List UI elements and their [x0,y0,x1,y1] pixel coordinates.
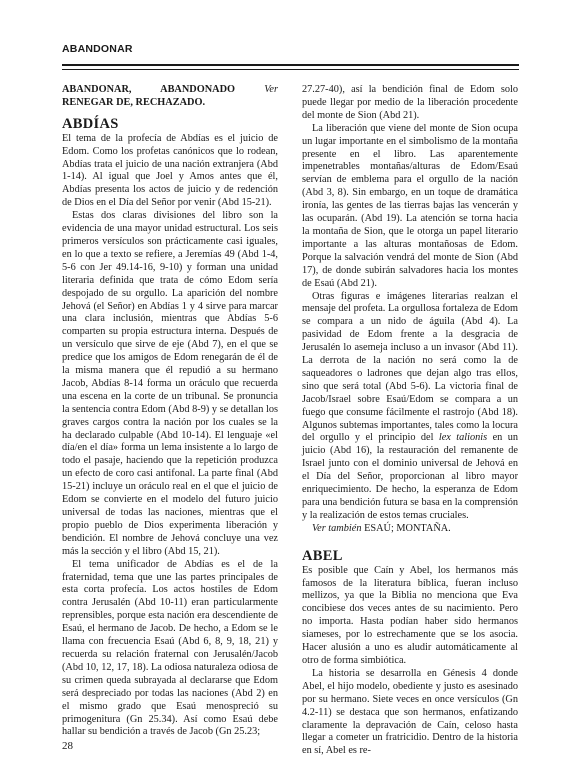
abel-paragraph-1: Es posible que Caín y Abel, los hermanos más famosos de la literatura bíblica, fueran incluso mellizos, ya que la Biblia no menciona que Eva concibiese dos veces antes de su nacimiento. Pero no importa. Hasta podían haber sido hermanos siameses, por lo estrechamente que se los asocia. Hacer alusión a uno es aludir automáticamente al otro de forma simbiótica. [302,564,518,666]
abdias-paragraph-2: Estas dos claras divisiones del libro son la evidencia de una mayor unidad estructural. Los seis primeros versículos son prácticamente casi iguales, en lo que a texto se refiere, a Jeremías 49 (Abd 1-4, 5-6 con Jer 49.14-16, 9-10) y forman una unidad literaria definida que trata de cómo Edom sería despojado de su orgullo. La aparición del nombre Jehová (el Señor) en Abdías 1 y 4 sirve para marcar una clara inclusión, mientras que Abdías 5-6 comparten su propia estructura interna. Después de un versículo que sirve de eje (Abd 7), en el que se predice que los amigos de Edom renegarán de él de la misma manera que él repudió a su hermano Jacob, Abdías 8-14 forma un oráculo que recuerda una escena en la corte de un tribunal. Se pronuncia la sentencia contra Edom (Abd 8-9) y se detallan los graves cargos contra la nación por los cuales se la ha declarado culpable (Abd 10-14). El lenguaje «el día/en el día» forma un lema insistente a lo largo de todo el pasaje, haciendo que la repetición produzca un efecto de coro casi antifonal. La parte final (Abd 15-21) incluye un oráculo real en el que el juicio de Edom se convierte en el modelo del futuro juicio universal de todas las naciones, mientras que el propio pueblo de Dios experimenta liberación y bendición. El nombre de Jehová concluye una vez más la sección y el libro (Abd 15, 21). [62,210,278,557]
xref-ver: Ver [264,84,279,95]
see-also-abdias [302,523,518,536]
abdias-paragraph-1: El tema de la profecía de Abdías es el juicio de Edom. Como los profetas canónicos que lo rodean, Abdías trata el juicio de una nación extranjera (Abd 1-14). Al igual que Joel y Amos antes que él, Abdías presenta los actos de juicio y de redención de Dios en el Día del Señor por venir (Abd 15-21). [62,132,278,209]
cross-reference-abandonar [62,84,278,110]
see-also-label: Ver también [312,522,362,534]
abdias-paragraph-5 [302,291,518,523]
lex-talionis: lex talionis [438,432,488,444]
abel-paragraph-2: La historia se desarrolla en Génesis 4 donde Abel, el hijo modelo, obediente y justo es asesinado por su hermano. Siete veces en once versículos (Gn 4.2-11) se destaca que son hermanos, enfatizando claramente la depravación de Caín, celoso hasta llegar a cometer un fratricidio. Dentro de la historia en sí, Abel es re- [302,667,518,757]
abdias-paragraph-5-a: Otras figuras e imágenes literarias realzan el mensaje del profeta. La orgullosa fortaleza de Edom se compara a un nido de águila (Abd 4). La pasividad de Edom frente a la desgracia de Jerusalén lo asemeja incluso a un invasor (Abd 11). La derrota de la nación no será como la de saqueadores o ladrones que dejan algo tras ellos, sino que será total (Abd 5-6). La victoria final de Jacob/Israel sobre Esaú/Edom se compara a un fuego que consume fácilmente el rastrojo (Abd 18). Algunos subtemas importantes, tales como la locura del orgullo y el principio del [302,290,518,444]
running-head: ABANDONAR [62,43,133,55]
abdias-paragraph-4: La liberación que viene del monte de Sion ocupa un lugar importante en el simbolismo de la montaña presente en el libro. Las aparentemente impenetrables montañas/alturas de Edom/Esaú servían de emblema para el orgullo de la nación (Abd 3, 8). Sin embargo, en un toque de dramática ironía, las gentes de las tierras bajas las vencerán y las ocuparán. (Abd 19). La atención se torna hacia la montaña de Sion, que le otorga un papel literario importante a las alturas montañosas de Edom. Porque la salvación vendrá del monte de Sion (Abd 17), de donde subirán salvadores hacia los montes de Esaú (Abd 21). [302,122,518,289]
abdias-paragraph-5-b: en un juicio (Abd 16), la restauración del remanente de Israel junto con el dominio universal de Jehová en el Día del Señor, proporcionan al libro mayor enriquecimiento. De hecho, la esperanza de Edom para una bendición futura se basa en la comprensión y la realización de estos temas cruciales. [302,432,518,521]
header-rule-thick [62,64,519,66]
entry-title-abel: ABEL [302,547,343,564]
abdias-paragraph-3: El tema unificador de Abdías es el de la fraternidad, tema que une las partes principales de esta corta profecía. Los actos hostiles de Edom contra Jerusalén (Abd 10-11) eran particularmente reprensibles, porque esta nación era descendiente de Esaú, el hermano de Jacob. De hecho, a Edom se le llama con frecuencia Esaú (Abd 6, 8, 9, 18, 21) y recuerda su relación fraternal con Jerusalén/Jacob (Abd 10, 12, 17, 18). La odiosa naturaleza odiosa de su crimen queda subrayada al declararse que Edom será despreciado por todas las naciones (Abd 2) en el mismo grado que Esaú menospreció su primogenitura (Gn 25.34). Así como Esaú debe hallar su bendición a través de Jacob (Gn 25.23; [62,558,278,738]
xref-term: ABANDONAR, ABANDONADO [62,84,236,95]
abdias-paragraph-3-cont: 27.27-40), así la bendición final de Edom solo puede llegar por medio de la liberación procedente del monte de Sion (Abd 21). [302,84,518,121]
page-number: 28 [62,740,73,752]
right-column [302,84,518,758]
xref-targets: RENEGAR DE, RECHAZADO. [62,96,206,108]
header-rule-thin [62,69,519,70]
left-column [62,84,278,739]
see-also-targets: ESAÚ; MONTAÑA. [364,522,451,534]
entry-title-abdias: ABDÍAS [62,115,119,132]
